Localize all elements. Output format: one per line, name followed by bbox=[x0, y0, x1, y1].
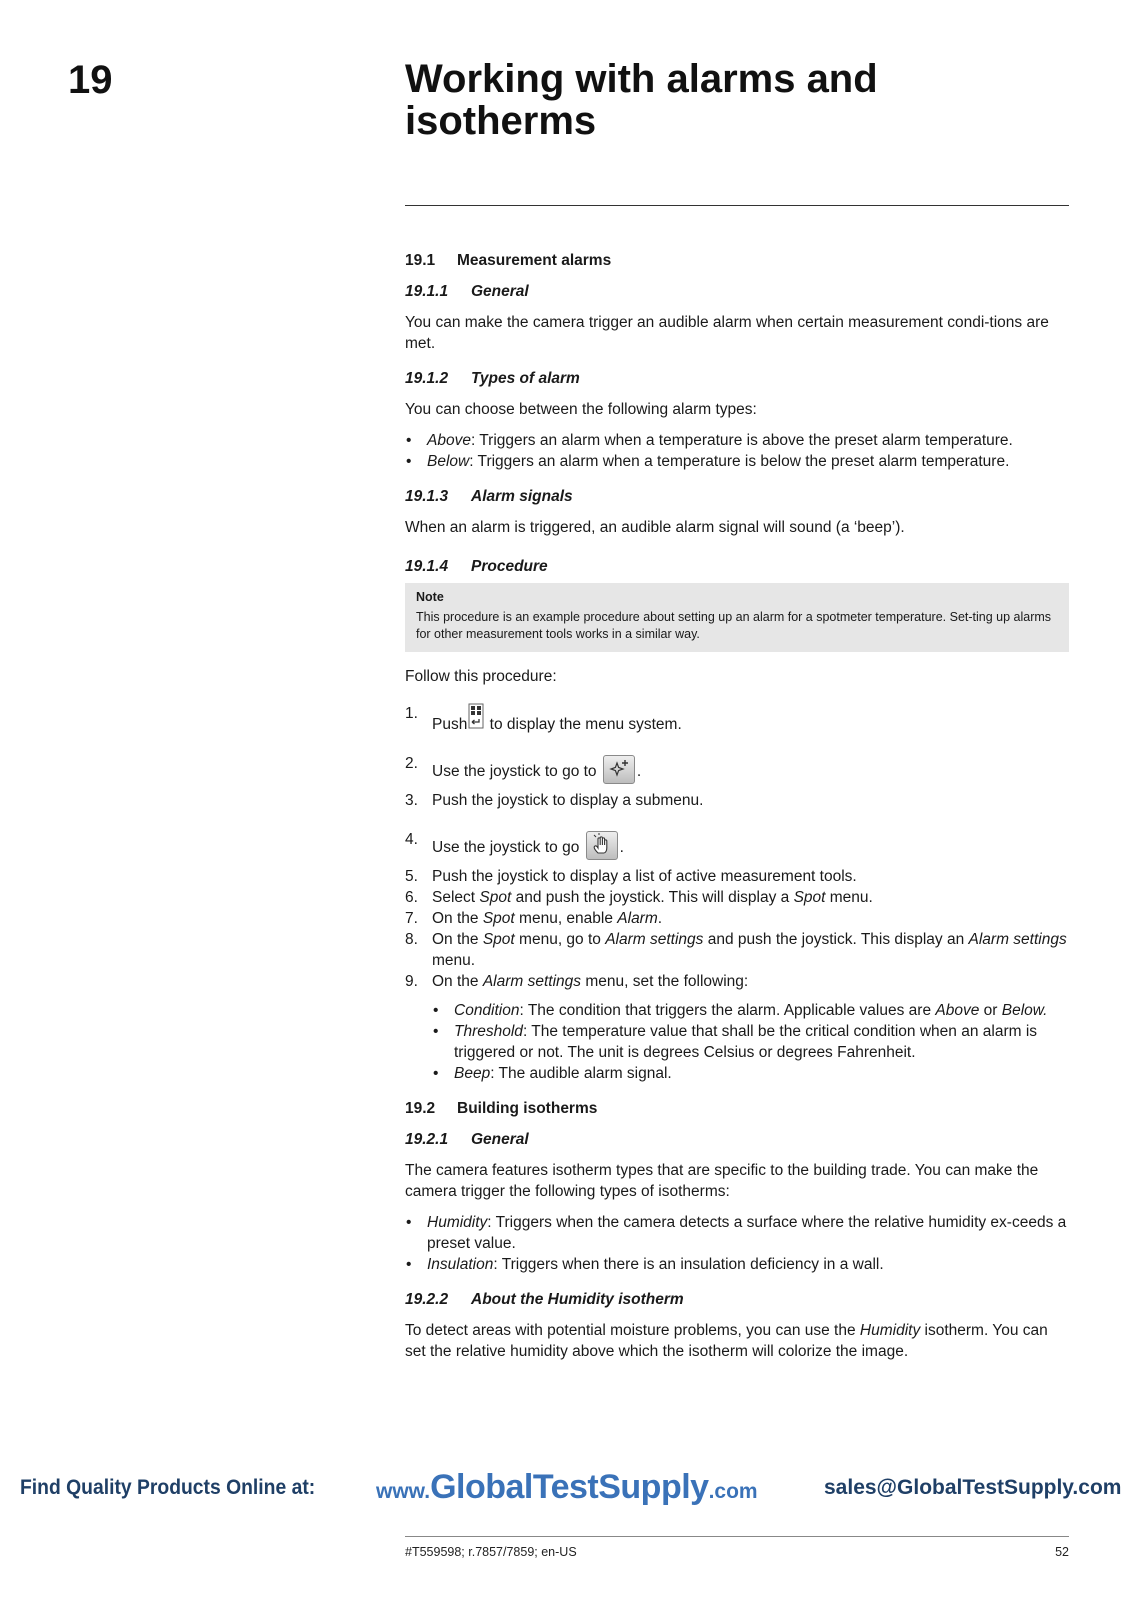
chapter-title: Working with alarms and isotherms bbox=[405, 57, 878, 143]
list-item: • Humidity: Triggers when the camera detects a surface where the relative humidity ex-ceeds a preset value. bbox=[405, 1212, 1069, 1254]
list-item: 6. Select Spot and push the joystick. This will display a Spot menu. bbox=[405, 889, 873, 906]
subsection-heading-19-1-2: 19.1.2 Types of alarm bbox=[405, 370, 580, 387]
types-intro: You can choose between the following alarm types: bbox=[405, 401, 757, 418]
chapter-number: 19 bbox=[68, 58, 113, 102]
list-item: 3. Push the joystick to display a submenu. bbox=[405, 792, 704, 809]
promo-text: Find Quality Products Online at: bbox=[20, 1476, 316, 1499]
promo-link[interactable]: www.GlobalTestSupply.com bbox=[376, 1468, 758, 1506]
list-item: 4. Use the joystick to go . bbox=[405, 829, 1069, 858]
note-box bbox=[405, 583, 1069, 652]
main-content bbox=[405, 250, 1069, 1372]
list-item: 5. Push the joystick to display a list of active measurement tools. bbox=[405, 868, 857, 885]
isotherm-types-list bbox=[405, 1212, 1069, 1275]
note-text: This procedure is an example procedure about setting up an alarm for a spotmeter temperature. Set-ting up alarms for other measurement tools works in a similar way. bbox=[416, 610, 1052, 641]
list-item: • Below: Triggers an alarm when a temperature is below the preset alarm temperature. bbox=[405, 451, 1069, 472]
list-item: 7. On the Spot menu, enable Alarm. bbox=[405, 910, 663, 927]
promo-banner bbox=[0, 1468, 1132, 1508]
list-item: 8. On the Spot menu, go to Alarm settings and push the joystick. This display an Alarm settings menu. bbox=[405, 931, 1067, 969]
general-paragraph: You can make the camera trigger an audible alarm when certain measurement condi-tions are met. bbox=[405, 314, 1049, 352]
isotherm-general-paragraph: The camera features isotherm types that are specific to the building trade. You can make the camera trigger the following types of isotherms: bbox=[405, 1162, 1039, 1200]
humidity-paragraph: To detect areas with potential moisture problems, you can use the Humidity isotherm. You can set the relative humidity above which the isotherm will colorize the image. bbox=[405, 1322, 1048, 1360]
list-item: • Above: Triggers an alarm when a temperature is above the preset alarm temperature. bbox=[405, 430, 1069, 451]
list-item: 1. Push to display the menu system. bbox=[405, 705, 682, 733]
procedure-intro: Follow this procedure: bbox=[405, 668, 557, 685]
subsection-heading-19-1-3: 19.1.3 Alarm signals bbox=[405, 488, 573, 505]
list-item: • Beep: The audible alarm signal. bbox=[432, 1063, 1069, 1084]
subsection-heading-19-1-1: 19.1.1 General bbox=[405, 283, 529, 300]
list-item: 2. Use the joystick to go to . bbox=[405, 753, 1069, 782]
procedure-steps bbox=[405, 703, 1069, 1084]
subsection-heading-19-1-4: 19.1.4 Procedure bbox=[405, 558, 548, 575]
list-item: • Condition: The condition that triggers the alarm. Applicable values are Above or Below. bbox=[432, 1000, 1069, 1021]
signals-paragraph: When an alarm is triggered, an audible alarm signal will sound (a ‘beep’). bbox=[405, 519, 905, 536]
promo-email-link[interactable]: sales@GlobalTestSupply.com bbox=[824, 1476, 1122, 1499]
menu-button-icon bbox=[468, 703, 484, 735]
list-item: 9. On the Alarm settings menu, set the following: • Condition: The condition that triggers the alarm. Applicable values are Above or Below. • Threshold: The temperature value that shall be the critical condition when an alarm is triggered or not. The unit is degrees Celsius or degrees Fahrenheit. • Beep: The audible alarm signal. bbox=[405, 971, 1069, 1084]
title-rule bbox=[405, 205, 1069, 206]
note-title: Note bbox=[416, 590, 444, 604]
subsection-heading-19-2-1: 19.2.1 General bbox=[405, 1131, 529, 1148]
subsection-heading-19-2-2: 19.2.2 About the Humidity isotherm bbox=[405, 1291, 684, 1308]
alarm-settings-list bbox=[432, 1000, 1069, 1084]
section-heading-19-2: 19.2 Building isotherms bbox=[405, 1100, 598, 1117]
document-id: #T559598; r.7857/7859; en-US bbox=[405, 1545, 577, 1559]
page-number: 52 bbox=[1055, 1545, 1069, 1559]
hand-tool-icon bbox=[586, 831, 618, 860]
footer-rule bbox=[405, 1536, 1069, 1537]
measure-menu-icon bbox=[603, 755, 635, 784]
list-item: • Threshold: The temperature value that shall be the critical condition when an alarm is triggered or not. The unit is degrees Celsius or degrees Fahrenheit. bbox=[432, 1021, 1069, 1063]
list-item: • Insulation: Triggers when there is an insulation deficiency in a wall. bbox=[405, 1254, 1069, 1275]
section-heading-19-1: 19.1 Measurement alarms bbox=[405, 252, 612, 269]
alarm-types-list bbox=[405, 430, 1069, 472]
